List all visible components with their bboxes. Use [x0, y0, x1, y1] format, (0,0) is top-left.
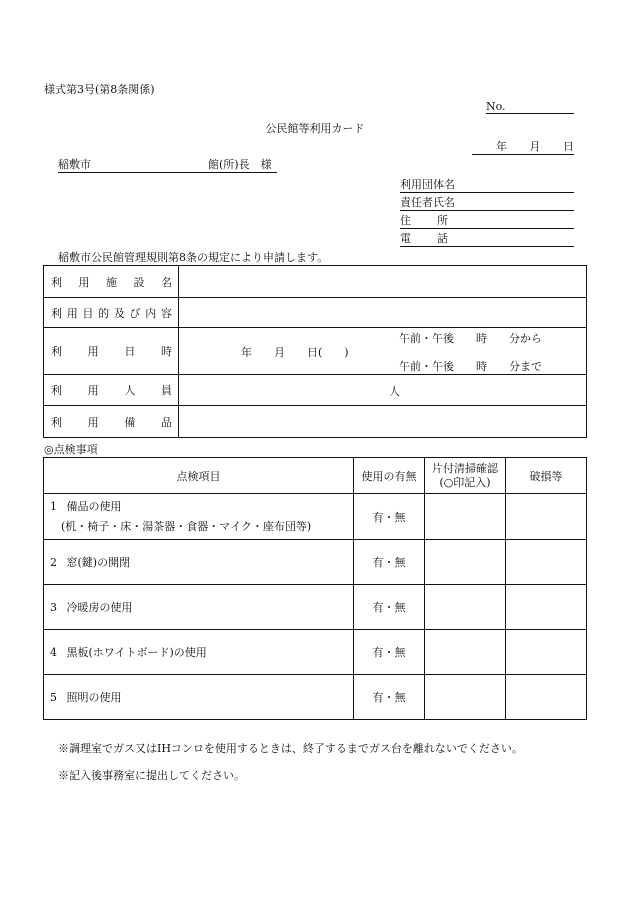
check-item-number: 2	[50, 556, 57, 569]
usage-persons-unit: 人	[389, 385, 400, 398]
check-item-number: 5	[50, 691, 57, 704]
usage-row-persons	[44, 375, 587, 406]
usage-label-purpose-text: 利 用 目 的 及 び 内 容	[51, 306, 172, 320]
check-item-cell	[44, 585, 354, 630]
check-section-title: ◎点検事項	[44, 443, 98, 456]
usage-label-persons	[44, 375, 179, 406]
check-item-cell	[44, 675, 354, 720]
check-header-item: 点検項目	[44, 458, 354, 494]
applicant-address-field[interactable]	[400, 212, 574, 229]
applicant-group-label: 利用団体名	[400, 178, 455, 191]
applicant-representative-field[interactable]	[400, 194, 574, 211]
check-row	[44, 585, 587, 630]
check-item-number: 1	[50, 499, 57, 513]
date-month-label: 月	[529, 140, 541, 153]
usage-value-persons[interactable]	[179, 375, 587, 406]
usage-row-equipment	[44, 406, 587, 438]
usage-label-facility-text: 利 用 施 設 名	[51, 275, 172, 289]
check-row	[44, 494, 587, 540]
addressee-city: 稲敷市	[58, 158, 91, 171]
usage-row-datetime	[44, 328, 587, 375]
no-label: No.	[486, 100, 506, 113]
usage-row-facility	[44, 266, 587, 298]
check-cleanup-cell[interactable]	[425, 494, 506, 540]
check-item-number: 3	[50, 601, 57, 614]
usage-date-line: 年 月 日( )	[241, 346, 349, 359]
no-field[interactable]	[486, 100, 574, 114]
check-item-text: 黒板(ホワイトボード)の使用	[66, 646, 207, 659]
check-item-text: 照明の使用	[66, 691, 122, 704]
date-day-label: 日	[563, 140, 574, 153]
application-statement: 稲敷市公民館管理規則第8条の規定により申請します。	[58, 251, 329, 264]
check-header-cleanup-line2: (○印記入)	[439, 475, 491, 489]
check-header-damage: 破損等	[506, 458, 587, 494]
addressee-line	[58, 156, 277, 173]
date-year-label: 年	[496, 140, 507, 153]
usage-label-purpose	[44, 298, 179, 328]
check-table	[43, 457, 587, 720]
check-item-text: 冷暖房の使用	[66, 601, 133, 614]
applicant-group-field[interactable]	[400, 176, 574, 193]
applicant-representative-label: 責任者氏名	[400, 196, 455, 209]
check-cleanup-cell[interactable]	[425, 630, 506, 675]
check-item-cell	[44, 630, 354, 675]
usage-label-datetime	[44, 328, 179, 375]
check-item-sub: (机・椅子・床・湯茶器・食器・マイク・座布団等)	[61, 519, 312, 533]
usage-label-persons-text: 利 用 人 員	[51, 384, 172, 397]
usage-time-to: 午前・午後 時 分まで	[399, 360, 542, 373]
usage-label-facility	[44, 266, 179, 298]
usage-time-from: 午前・午後 時 分から	[399, 332, 542, 345]
applicant-address-label: 住所	[400, 214, 474, 227]
usage-value-facility[interactable]	[179, 266, 587, 298]
check-item-number: 4	[50, 646, 57, 659]
check-header-presence: 使用の有無	[354, 458, 425, 494]
usage-value-equipment[interactable]	[179, 406, 587, 438]
check-damage-cell[interactable]	[506, 540, 587, 585]
check-presence-cell[interactable]: 有・無	[354, 585, 425, 630]
check-presence-cell[interactable]: 有・無	[354, 630, 425, 675]
check-item-cell	[44, 494, 354, 540]
form-number: 様式第3号(第8条関係)	[44, 83, 155, 96]
check-item-title	[50, 497, 353, 517]
check-cleanup-cell[interactable]	[425, 585, 506, 630]
check-damage-cell[interactable]	[506, 630, 587, 675]
check-row	[44, 540, 587, 585]
check-item-text: 窓(鍵)の開閉	[66, 556, 131, 569]
check-cleanup-cell[interactable]	[425, 540, 506, 585]
usage-label-equipment	[44, 406, 179, 438]
check-presence-cell[interactable]: 有・無	[354, 675, 425, 720]
check-header-cleanup-line1: 片付清掃確認	[432, 461, 498, 475]
check-item-text: 備品の使用	[66, 499, 122, 513]
usage-value-datetime[interactable]	[179, 328, 587, 375]
page-title: 公民館等利用カード	[265, 122, 365, 135]
check-presence-cell[interactable]: 有・無	[354, 494, 425, 540]
check-cleanup-cell[interactable]	[425, 675, 506, 720]
applicant-phone-field[interactable]	[400, 230, 574, 247]
usage-row-purpose	[44, 298, 587, 328]
usage-label-equipment-text: 利 用 備 品	[51, 415, 172, 429]
check-item-cell	[44, 540, 354, 585]
addressee-suffix: 館(所)長 様	[208, 158, 272, 171]
check-header-row	[44, 458, 587, 494]
check-presence-cell[interactable]: 有・無	[354, 540, 425, 585]
usage-label-datetime-text: 利 用 日 時	[51, 345, 172, 358]
check-damage-cell[interactable]	[506, 494, 587, 540]
check-header-cleanup	[425, 458, 506, 494]
check-damage-cell[interactable]	[506, 675, 587, 720]
check-row	[44, 630, 587, 675]
note-submit: ※記入後事務室に提出してください。	[58, 769, 245, 782]
note-gas: ※調理室でガス又はIHコンロを使用するときは、終了するまでガス台を離れないでください。	[58, 742, 523, 755]
check-row	[44, 675, 587, 720]
usage-value-purpose[interactable]	[179, 298, 587, 328]
applicant-phone-label: 電話	[400, 232, 474, 245]
date-field[interactable]	[472, 138, 574, 155]
usage-table	[43, 265, 587, 438]
check-damage-cell[interactable]	[506, 585, 587, 630]
